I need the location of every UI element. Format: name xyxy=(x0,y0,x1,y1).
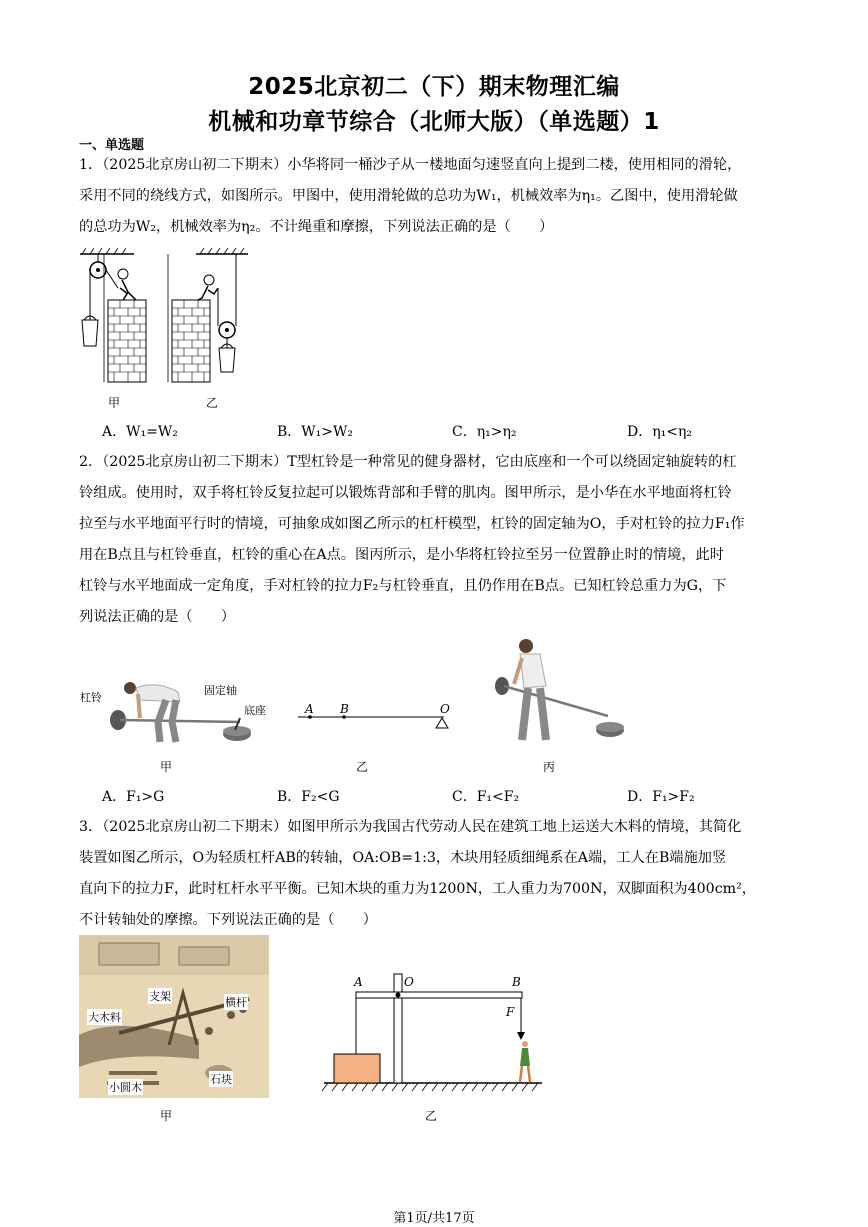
q1-text xyxy=(79,150,791,243)
doc-title-line1: 2025北京初二（下）期末物理汇编 xyxy=(248,74,620,100)
q2-label-guding: 固定轴 xyxy=(204,684,237,697)
q1-fig-caption-jia: 甲 xyxy=(108,396,121,410)
q3-line: 不计转轴处的摩擦。下列说法正确的是（ ） xyxy=(79,912,377,928)
q2-label-dizuo: 底座 xyxy=(244,704,266,717)
q2-label-b: B xyxy=(340,702,349,716)
q2-fig-caption-yi: 乙 xyxy=(356,760,369,774)
q1-line: 的总功为W₂，机械效率为η₂。不计绳重和摩擦，下列说法正确的是（ ） xyxy=(79,219,554,235)
q3-line: 装置如图乙所示，O为轻质杠杆AB的转轴，OA:OB=1:3，木块用轻质细绳系在A端，工人在B端施加竖 xyxy=(79,850,727,866)
q3-line: 3．（2025北京房山初二下期末）如图甲所示为我国古代劳动人民在建筑工地上运送大木料的情境，其简化 xyxy=(79,819,742,835)
q2-fig-caption-jia: 甲 xyxy=(160,760,173,774)
q2-line: 用在B点且与杠铃垂直，杠铃的重心在A点。图丙所示，是小华将杠铃拉至另一位置静止时的情境，此时 xyxy=(79,547,724,563)
q2-line: 杠铃与水平地面成一定角度，手对杠铃的拉力F₂与杠铃垂直，且仍作用在B点。已知杠铃总重力为G，下 xyxy=(79,578,727,594)
q3-label-zhijia: 支架 xyxy=(149,990,171,1003)
q2-label-a: A xyxy=(305,702,314,716)
q1-fig-caption-yi: 乙 xyxy=(206,396,219,410)
q2-fig-caption-bing: 丙 xyxy=(543,760,556,774)
q3-label-a: A xyxy=(354,975,363,989)
q1-options xyxy=(102,421,802,441)
q3-label-b: B xyxy=(512,975,521,989)
q2-option-d[interactable]: D．F₁>F₂ xyxy=(627,789,695,805)
q2-lever-diagram xyxy=(296,700,456,730)
section-heading: 一、单选题 xyxy=(79,138,145,153)
q3-label-damuliao: 大木料 xyxy=(88,1011,121,1024)
q2-line: 列说法正确的是（ ） xyxy=(79,609,236,625)
q3-label-henggan: 横杆 xyxy=(225,996,247,1009)
page-footer: 第1页/共17页 xyxy=(393,1211,475,1226)
q2-line: 2．（2025北京房山初二下期末）T型杠铃是一种常见的健身器材，它由底座和一个可以绕固定轴旋转的杠 xyxy=(79,454,737,470)
q3-label-f: F xyxy=(506,1005,515,1019)
q3-label-o: O xyxy=(404,975,414,989)
q3-fig-caption-jia: 甲 xyxy=(160,1109,173,1123)
q2-label-gangling: 杠铃 xyxy=(80,691,102,704)
q2-photo-bing xyxy=(470,636,640,748)
doc-title-line2: 机械和功章节综合（北师大版）（单选题）1 xyxy=(208,109,660,135)
q2-label-o: O xyxy=(440,702,450,716)
q1-pulley-figure xyxy=(76,248,256,398)
q2-option-b[interactable]: B．F₂<G xyxy=(277,789,340,805)
q3-line: 直向下的拉力F，此时杠杆水平平衡。已知木块的重力为1200N，工人重力为700N，双脚面积为400cm²， xyxy=(79,881,756,897)
q1-option-d[interactable]: D．η₁<η₂ xyxy=(627,424,692,440)
q3-text xyxy=(79,812,791,936)
q3-label-xiaoyuanmu: 小圆木 xyxy=(109,1081,142,1094)
q3-label-shikuai: 石块 xyxy=(210,1073,232,1086)
q2-option-a[interactable]: A．F₁>G xyxy=(102,789,165,805)
q2-option-c[interactable]: C．F₁<F₂ xyxy=(452,789,520,805)
q1-line: 1．（2025北京房山初二下期末）小华将同一桶沙子从一楼地面匀速竖直向上提到二楼，使用相同的滑轮， xyxy=(79,157,742,173)
q1-option-b[interactable]: B．W₁>W₂ xyxy=(277,424,354,440)
q1-option-c[interactable]: C．η₁>η₂ xyxy=(452,424,517,440)
q3-fig-caption-yi: 乙 xyxy=(425,1109,438,1123)
q2-line: 拉至与水平地面平行时的情境，可抽象成如图乙所示的杠杆模型，杠铃的固定轴为O，手对杠铃的拉力F₁作 xyxy=(79,516,745,532)
q1-option-a[interactable]: A．W₁=W₂ xyxy=(102,424,178,440)
q1-line: 采用不同的绕线方式，如图所示。甲图中，使用滑轮做的总功为W₁，机械效率为η₁。乙图中，使用滑轮做 xyxy=(79,188,738,204)
q2-line: 铃组成。使用时，双手将杠铃反复拉起可以锻炼背部和手臂的肌肉。图甲所示，是小华在水平地面将杠铃 xyxy=(79,485,732,501)
q2-options xyxy=(102,786,802,806)
q2-text xyxy=(79,447,791,633)
